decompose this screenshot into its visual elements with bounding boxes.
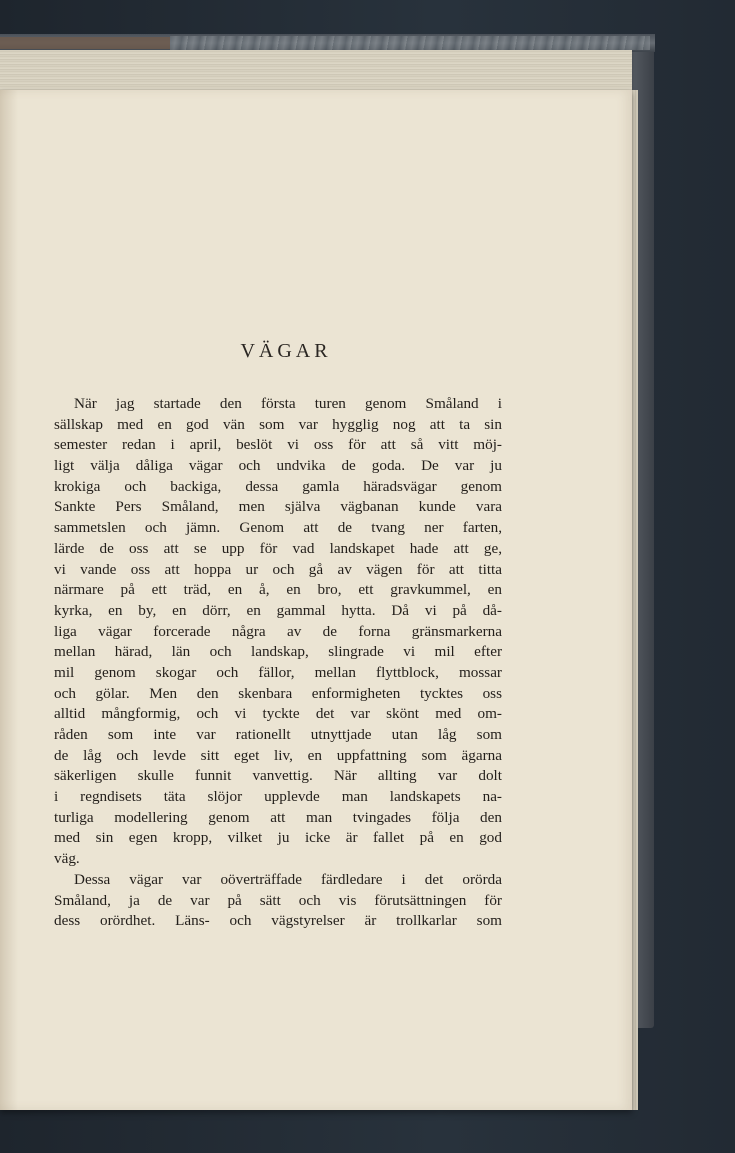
text-line: sällskap med en god vän som var hygglig nog att ta sin (54, 415, 502, 433)
text-line: krokiga och backiga, dessa gamla häradsvägar genom (54, 477, 502, 495)
text-line: de låg och levde sitt eget liv, en uppfattning som ägarna (54, 746, 502, 764)
text-line: i regndisets täta slöjor upplevde man landskapets na- (54, 788, 502, 806)
text-line: mellan härad, län och landskap, slingrade vi mil efter (54, 643, 502, 661)
text-line: När jag startade den första turen genom Småland i (74, 395, 502, 412)
text-line: ligt välja dåliga vägar och undvika de goda. De var ju (54, 457, 502, 475)
text-line: väg. (54, 850, 80, 868)
text-line: med sin egen kropp, vilket ju icke är fallet på en god (54, 829, 502, 847)
text-line: och gölar. Men den skenbara enformigheten tycktes oss (54, 684, 502, 702)
text-line: semester redan i april, beslöt vi oss för att så vitt möj- (54, 436, 502, 454)
text-line: råden som inte var rationellt utnyttjade utan låg som (54, 726, 502, 743)
text-line: närmare på ett träd, en å, en bro, ett gravkummel, en (54, 581, 502, 599)
page-stack-edges (0, 50, 632, 92)
paragraph (54, 394, 502, 870)
body-text (54, 394, 502, 932)
text-line: vi vande oss att hoppa ur och gå av vägen för att titta (54, 560, 502, 578)
binding-marbling (170, 36, 650, 50)
text-line: mil genom skogar och fällor, mellan flyttblock, mossar (54, 663, 502, 681)
text-line: turliga modellering genom att man tvingades följa den (54, 808, 502, 826)
text-line: Dessa vägar var oöverträffade färdledare i det orörda (74, 870, 502, 888)
text-line: alltid mångformig, och vi tyckte det var skönt med om- (54, 705, 502, 723)
chapter-title: VÄGAR (240, 340, 332, 362)
text-line: Småland, ja de var på sätt och vis förutsättningen för (54, 891, 502, 909)
text-line: lärde de oss att se upp för vad landskapet hade att ge, (54, 539, 502, 557)
text-line: dess orördhet. Läns- och vägstyrelser är trollkarlar som (54, 912, 502, 930)
text-line: kyrka, en by, en dörr, en gammal hytta. Då vi på då- (54, 601, 502, 619)
book-page (0, 90, 632, 1110)
paragraph (54, 870, 502, 932)
text-line: liga vägar forcerade några av de forna gränsmarkerna (54, 622, 502, 640)
binding-leather (0, 37, 170, 49)
text-line: säkerligen skulle funnit vanvettig. När allting var dolt (54, 767, 502, 785)
page-gutter-shadow (0, 90, 18, 1110)
text-line: Sankte Pers Småland, men själva vägbanan kunde vara (54, 498, 502, 516)
text-line: sammetslen och jämn. Genom att de tvang ner farten, (54, 519, 502, 537)
